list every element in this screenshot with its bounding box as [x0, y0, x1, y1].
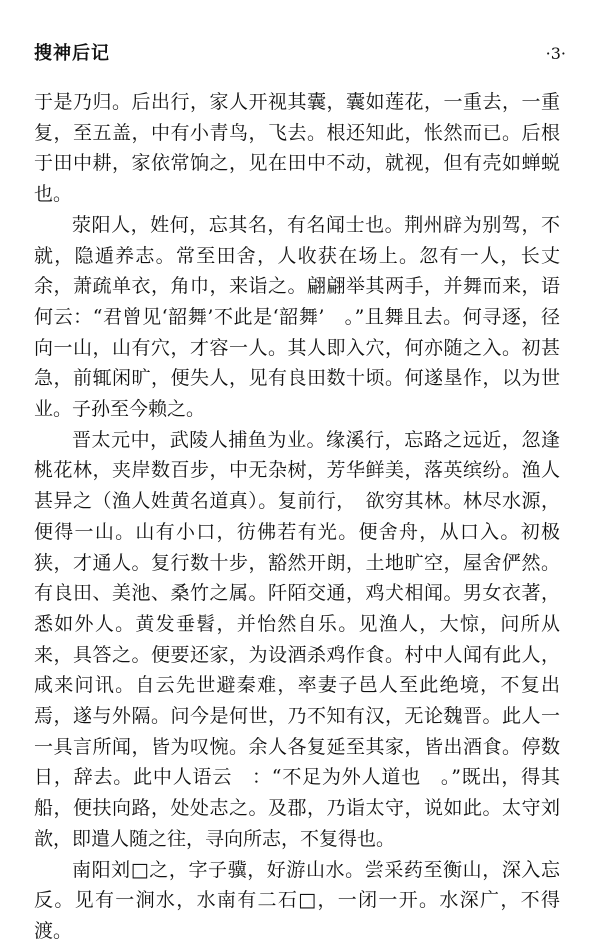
- page-body: [34, 87, 560, 947]
- paragraph-continued: 于是乃归。后出行，家人开视其囊，囊如莲花，一重去，一重复，至五盖，中有小青鸟，飞去。根还知此，怅然而已。后根于田中耕，家依常饷之，见在田中不动，就视，但有壳如蝉蜕也。: [34, 91, 560, 206]
- paragraph-nanyang: 南阳刘□之，字子骥，好游山水。尝采药至衡山，深入忘反。见有一涧水，水南有二石□，一闭一开。水深广，不得渡。: [34, 858, 560, 942]
- page-number: ·3·: [545, 44, 566, 63]
- paragraph-taohuayuan: 晋太元中，武陵人捕鱼为业。缘溪行，忘路之远近，忽逢桃花林，夹岸数百步，中无杂树，芳华鲜美，落英缤纷。渔人甚异之（渔人姓黄名道真）。复前行， 欲穷其林。林尽水源，便得一山。山有小口，彷佛若有光。便舍舟，从口入。初极狭，才通人。复行数十步，豁然开朗，土地旷空，屋舍俨然。有良田、美池、桑竹之属。阡陌交通，鸡犬相闻。男女衣著，悉如外人。黄发垂髫，并怡然自乐。见渔人，大惊，问所从来，具答之。便要还家，为设酒杀鸡作食。村中人闻有此人，咸来问讯。自云先世避秦难，率妻子邑人至此绝境，不复出焉，遂与外隔。问今是何世，乃不知有汉，无论魏晋。此人一一具言所闻，皆为叹惋。余人各复延至其家，皆出酒食。停数日，辞去。此中人语云 ：“不足为外人道也 。”既出，得其船，便扶向路，处处志之。及郡，乃诣太守，说如此。太守刘歆，即遣人随之往，寻向所志，不复得也。: [34, 428, 560, 850]
- book-title: 搜神后记: [34, 43, 110, 64]
- page-header: [34, 42, 566, 70]
- paragraph-xingyang: 荥阳人，姓何，忘其名，有名闻士也。荆州辟为别驾，不就，隐遁养志。常至田舍，人收获在场上。忽有一人，长丈余，萧疏单衣，角巾，来诣之。翩翩举其两手，并舞而来，语何云：“君曾见‘韶舞’不此是‘韶舞’ 。”且舞且去。何寻逐，径向一山，山有穴，才容一人。其人即入穴，何亦随之入。初甚急，前辄闲旷，便失人，见有良田数十顷。何遂垦作，以为世业。子孙至今赖之。: [34, 213, 560, 421]
